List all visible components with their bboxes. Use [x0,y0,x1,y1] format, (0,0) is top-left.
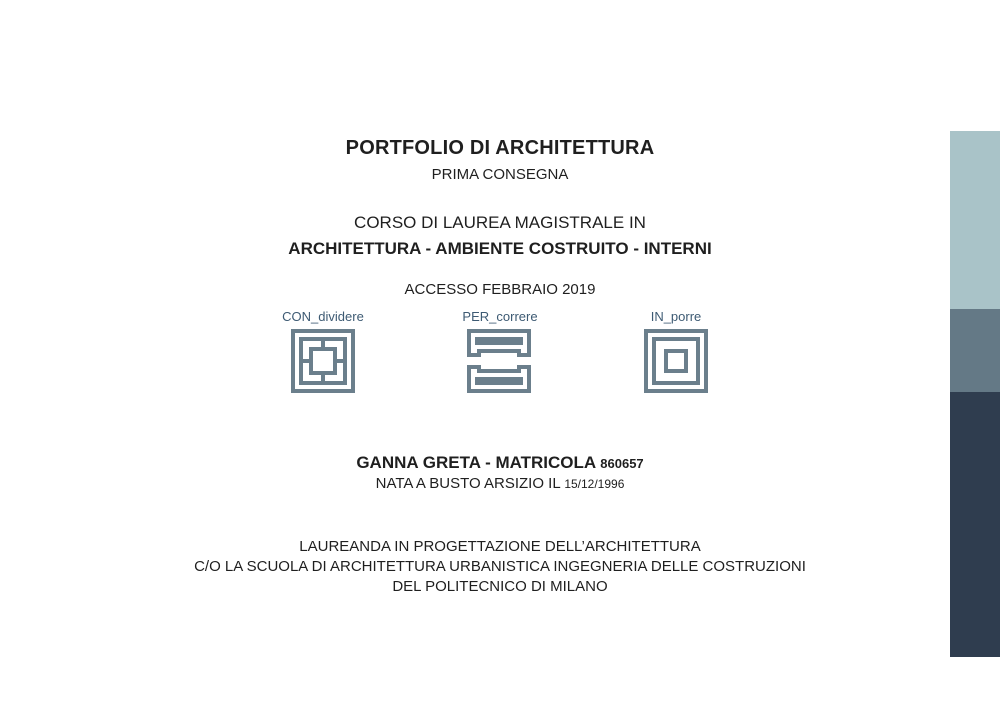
nested-squares-divided-icon [291,329,355,393]
student-birth [0,475,1000,492]
page-subtitle: PRIMA CONSEGNA [431,166,569,183]
affiliation-line-2: C/O LA SCUOLA DI ARCHITETTURA URBANISTICA INGEGNERIA DELLE COSTRUZIONI [194,558,806,575]
color-bar-mid [950,309,1000,392]
affiliation-line-1: LAUREANDA IN PROGETTAZIONE DELL’ARCHITETTURA [299,538,701,555]
icon-label-con-dividere: CON_dividere [282,309,364,324]
icon-label-per-correre: PER_correre [462,309,538,324]
student-name [0,453,1000,473]
icon-label-in-porre: IN_porre [650,309,702,324]
course-line-1: CORSO DI LAUREA MAGISTRALE IN [354,213,646,232]
color-bar-dark [950,392,1000,657]
birth-prefix: NATA A BUSTO ARSIZIO IL [375,475,561,492]
page-title: PORTFOLIO DI ARCHITETTURA [345,137,655,159]
access-date: ACCESSO FEBBRAIO 2019 [404,281,596,298]
student-name-text: GANNA GRETA - MATRICOLA [356,453,596,472]
path-bracket-icon [467,329,531,393]
concentric-squares-icon [644,329,708,393]
birth-date: 15/12/1996 [564,477,625,491]
affiliation-line-3: DEL POLITECNICO DI MILANO [392,578,608,595]
course-line-2: ARCHITETTURA - AMBIENTE COSTRUITO - INTERNI [288,239,712,258]
color-bar-light [950,131,1000,309]
student-matricola: 860657 [600,456,644,471]
